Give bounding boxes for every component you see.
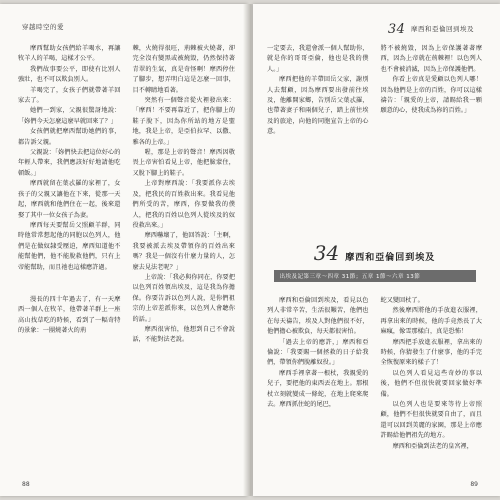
chapter-title: 摩西和亞倫回到埃及 [345, 253, 436, 263]
running-head-chapter-number: 34 [387, 22, 406, 37]
paragraph: 摩西就留在葉忒羅的家裡了，女孩子的父親又讓他在下來，從那一天起，摩西就和他們住在一起，後來還娶了其中一位女孩子為妻。 [18, 180, 121, 219]
page-number-left: 88 [22, 481, 30, 488]
paragraph: 棘，火燒得很旺，荊棘被火燒著，卻完全沒有變黑或被燒毀，仍然保持著青翠的生氣，真是奇怪啊！摩西停住了腳步，想弄明白這是怎麼一回事，目不轉睛地看著。 [132, 45, 235, 94]
paragraph: 一定要去，我還會派一個人幫助你，就是你的哥哥亞倫，他也是我的僕人。」 [267, 45, 369, 73]
paragraph: 蛇又變回杖了。 [380, 297, 424, 304]
paragraph: 將不被燒毀，因為上帝保護著著摩西，因為上帝就在荊棘裡！以色列人也不會被消滅，因為上帝保護他們。 [380, 45, 482, 73]
paragraph: 突然有一個聲音從火裡發出來：「摩西！不要再靠近了，把你腳上的鞋子脫下，因為你所站的地方是聖地，我是上帝，是亞伯拉罕、以撒、雅各的上帝。」 [132, 97, 235, 146]
chapter-title-row [267, 241, 482, 265]
left-page-columns [18, 44, 235, 472]
paragraph: 摩西把手放進衣服裡，拿出來的時候，你猜發生了什麼事，他的手完全恢復原來的樣子了！ [380, 338, 482, 367]
paragraph: 上帝對摩西說：「我要派你去埃及，把我民的百姓救出來。我看見他們所受的苦，摩西，你要做我的僕人，把我的百姓以色列人從埃及的奴役救出來。」 [132, 180, 235, 229]
right-top-columns [267, 44, 482, 234]
paragraph: 摩西手裡拿著一根杖，我親愛的兒子，要把他的東西丟在地上。那根杖立刻就變成一條蛇，在地上爬來爬去。摩西抓住蛇的尾巴， [267, 369, 369, 409]
chapter-scripture-reference: 出埃及記第三章～四章 31節；五章 1節～六章 13節 [274, 270, 476, 282]
left-column-2 [133, 44, 236, 472]
paragraph: 上帝說：「我必與你同在，你要把以色列百姓領出埃及，這是我為你擔保。你要告訴以色列人說，是你們祖宗的上帝差派你來，以色列人會聽你的話。」 [132, 273, 235, 323]
paragraph: 摩西和亞倫到法老的皇宮裡， [392, 442, 473, 450]
left-column-1 [18, 44, 121, 472]
paragraph: 然後摩西將他的手放進衣服裡，再拿出來的時候，他的手竟然長了大麻瘋，像雪那樣白，真是恐怖！ [380, 307, 482, 336]
paragraph: 以色列人也是要來等待上帝照顧，他們不但很快就要自由了，而且還可以回到美麗的家園，那是上帝應許賜給他們祖先的地方。 [380, 401, 482, 440]
paragraph: 她們一到家，父親很驚訝地說：「妳們今天怎麼這麼早就回來了？」 [18, 107, 121, 125]
right-page [253, 4, 500, 496]
paragraph: 摩西幫助女孩們給羊喝水，再讓牧羊人的羊喝，這樣才公平。 [18, 45, 121, 63]
page-number-right: 89 [470, 481, 478, 488]
paragraph: 「過去上帝的應許，」摩西和亞倫說：「我要賜一個拯救的日子給我們，帶領你們脫離奴役。」 [267, 338, 369, 367]
paragraph: 喔，那是上帝的聲音！摩西因敬畏上帝害怕看見上帝，他把臉蒙住，又脫下腳上的鞋子。 [132, 149, 235, 177]
paragraph: 以色列人看見這些奇妙的事以後，他們不但很快就要回家做好準備。 [380, 369, 482, 398]
paragraph: 你看上帝真是愛顧以色列人哪！因為他們是上帝的百姓，你可以這樣禱告：「親愛的上帝，請賜給我一顆願意的心，使我成為祢的百姓。」 [380, 76, 482, 115]
running-head-title: 摩西和亞倫回到埃及 [411, 25, 474, 33]
chapter-heading [267, 237, 482, 289]
paragraph: 摩西嚇壞了，他回答說：「主啊，我要被派去埃及帶領你的百姓出來嗎？我是一個沒有什麼力量的人，怎麼去見法老呢？」 [132, 232, 235, 271]
right-top-column-1 [267, 44, 369, 234]
right-top-column-2 [381, 44, 483, 234]
chapter-number: 34 [313, 241, 340, 265]
left-page [0, 4, 247, 496]
paragraph: 漫長的四十年過去了，有一天摩西一個人在牧羊，他帶著羊群上一座高山找草吃的時候，看到了一幅奇特的景象：一團燒著火的荊 [18, 295, 121, 335]
running-head-left: 穿越時空的愛 [22, 23, 64, 31]
paragraph: 父親說：「妳們快去把這位好心的年輕人帶來，我們應該好好地請他吃頓飯。」 [18, 149, 121, 177]
paragraph: 羊喝完了，女孩子們就帶著羊回家去了。 [18, 86, 121, 105]
paragraph: 我們故事要公平，即使有比別人強壯，也不可以欺負別人。 [18, 65, 121, 84]
paragraph: 摩西和亞倫回到埃及，看見以色列人非常辛苦，生活很艱苦，他們也在每天禱告，埃及人對他們很不好，他們擔心被欺負，每天都很害怕。 [267, 297, 369, 336]
right-bottom-column-2 [381, 296, 483, 472]
paragraph: 摩西很害怕，他想到自己不會說話，不能對法老說。 [132, 325, 235, 344]
paragraph: 摩西把他的羊帶回岳父家，謝別人去幫顧，因為摩西要出發前往埃及，他離開家鄉，告別岳父葉忒羅，也帶著妻子和兩個兒子，踏上前往埃及的旅途，向他的同胞宣告上帝的心意。 [267, 76, 369, 136]
paragraph: 摩西每天要幫岳父照顧羊群，同時他常常想起他的同胞以色列人，他們是在做奴隸受壓迫，摩西知道他不能幫他們，他不能脫救他們，只有上帝能幫助，而且祂也這樣應許過。 [18, 221, 121, 271]
right-bottom-columns [267, 296, 482, 472]
right-bottom-column-1 [267, 296, 369, 472]
running-head-right [388, 22, 474, 37]
paragraph: 女孩們就把摩西幫助她們的事，都告訴父親。 [18, 128, 121, 146]
